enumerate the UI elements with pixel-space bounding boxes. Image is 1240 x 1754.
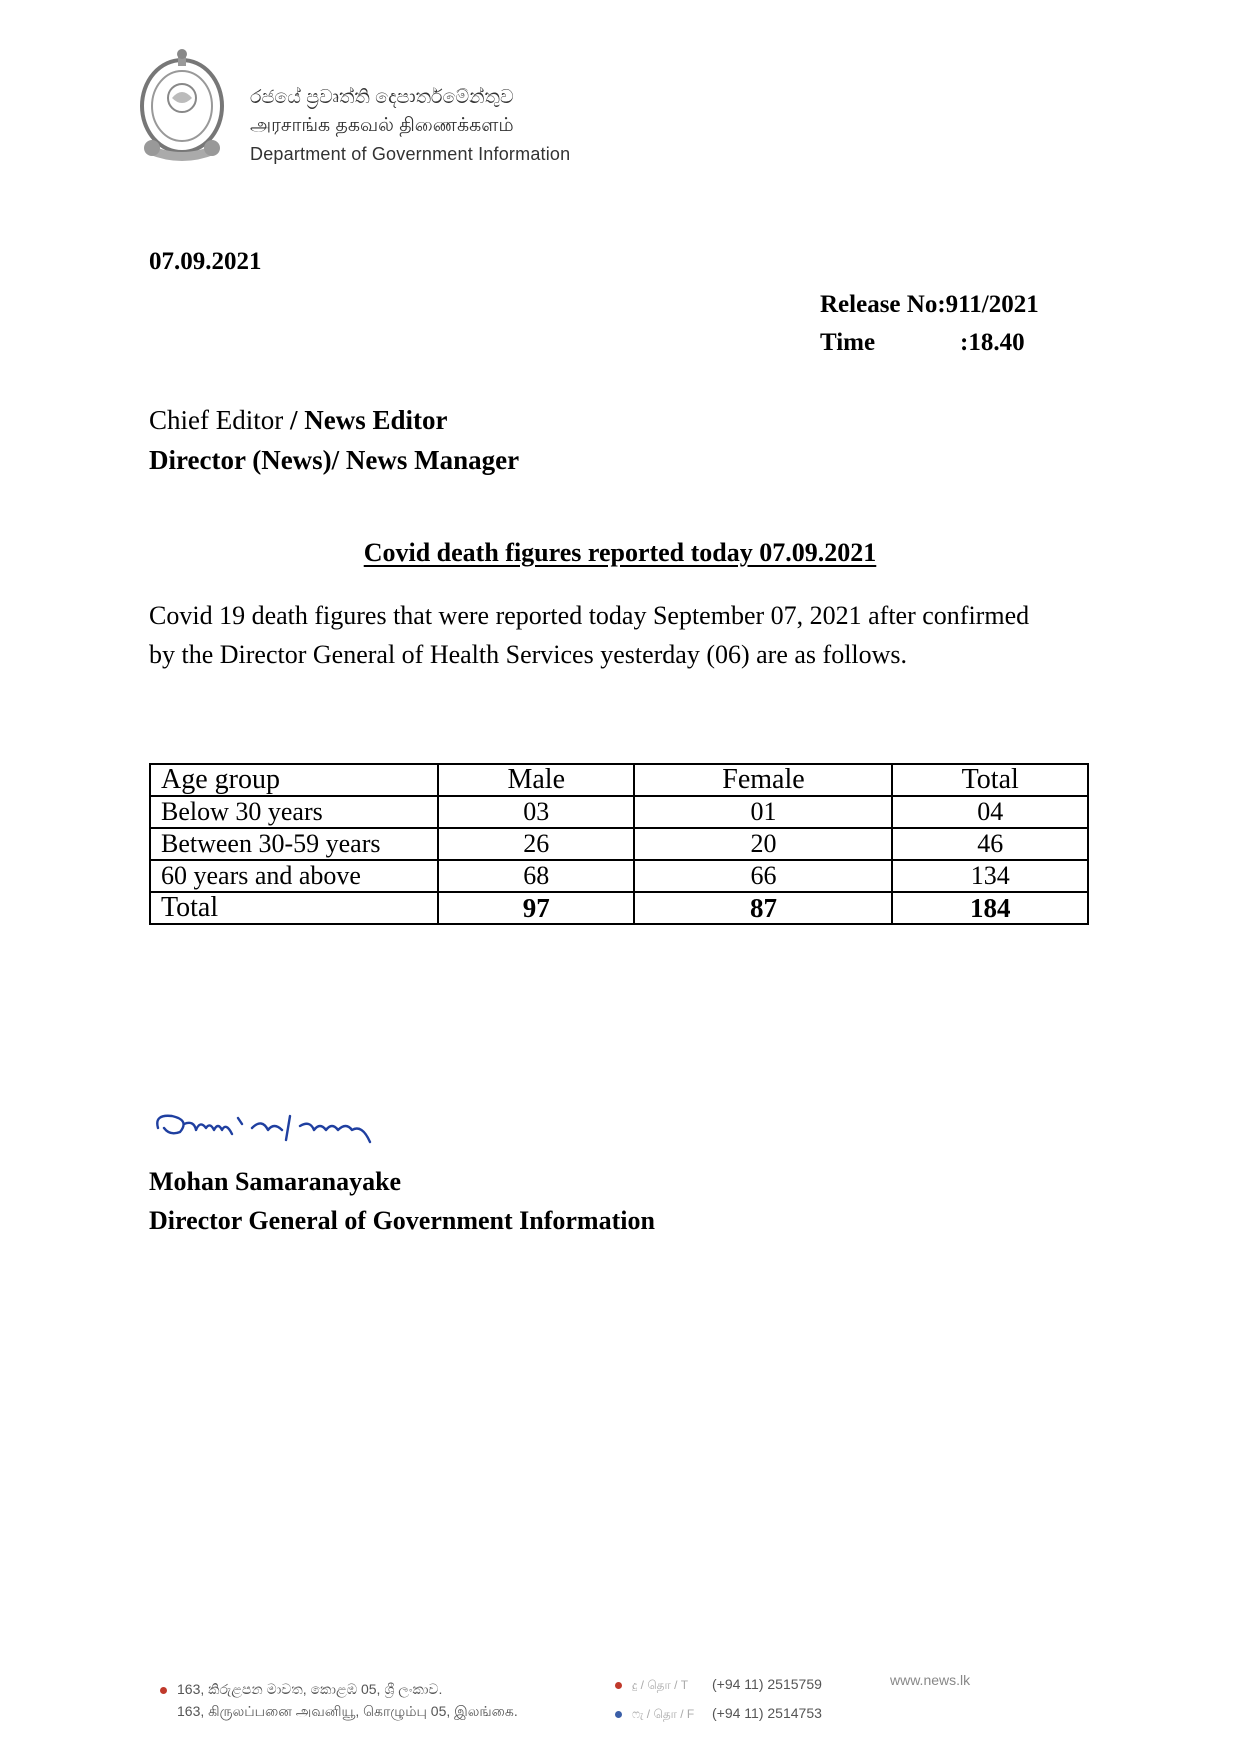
department-name-tamil: அரசாங்க தகவல் திணைக்களம் bbox=[250, 115, 514, 136]
cell-total: 04 bbox=[892, 796, 1088, 828]
phone-number: (+94 11) 2515759 bbox=[712, 1676, 822, 1692]
signer-name: Mohan Samaranayake bbox=[149, 1167, 402, 1196]
cell-male: 26 bbox=[438, 828, 634, 860]
header-age-group: Age group bbox=[150, 764, 438, 796]
footer-address-sinhala: 163, කිරුළපන මාවත, කොළඹ 05, ශ්‍රී ලංකාව. bbox=[177, 1681, 443, 1697]
table-row bbox=[150, 796, 1088, 828]
footer-website: www.news.lk bbox=[890, 1672, 971, 1688]
release-no-label: Release No: bbox=[820, 291, 946, 318]
header-male: Male bbox=[438, 764, 634, 796]
signer-title: Director General of Government Information bbox=[149, 1206, 655, 1235]
department-name-english: Department of Government Information bbox=[250, 144, 571, 164]
addressee-director: Director (News)/ News Manager bbox=[149, 445, 520, 475]
table-row bbox=[150, 860, 1088, 892]
cell-female: 20 bbox=[634, 828, 892, 860]
department-name bbox=[250, 84, 570, 168]
department-name-sinhala: රජයේ ප්‍රවෘත්ති දෙපාර්තමේන්තුව bbox=[250, 87, 514, 108]
bullet-icon bbox=[160, 1687, 167, 1694]
signature-icon bbox=[150, 1100, 440, 1160]
cell-age-group: Between 30-59 years bbox=[150, 828, 438, 860]
fax-number: (+94 11) 2514753 bbox=[712, 1705, 822, 1721]
footer-address bbox=[160, 1678, 518, 1722]
release-no-value: 911/2021 bbox=[945, 291, 1039, 318]
table-header-row bbox=[150, 764, 1088, 796]
table-total-row bbox=[150, 892, 1088, 924]
cell-male: 03 bbox=[438, 796, 634, 828]
cell-female: 66 bbox=[634, 860, 892, 892]
document-title-text: Covid death figures reported today 07.09.2021 bbox=[363, 538, 877, 567]
fax-label: ෆැ / தொ / F bbox=[632, 1707, 695, 1721]
addressee-news-editor: / News Editor bbox=[283, 405, 448, 435]
cell-female: 01 bbox=[634, 796, 892, 828]
cell-age-group: 60 years and above bbox=[150, 860, 438, 892]
time-value: :18.40 bbox=[960, 329, 1025, 356]
government-emblem-icon bbox=[134, 48, 230, 168]
cell-male: 68 bbox=[438, 860, 634, 892]
cell-total: 134 bbox=[892, 860, 1088, 892]
total-all: 184 bbox=[892, 892, 1088, 924]
header-total: Total bbox=[892, 764, 1088, 796]
signer-block bbox=[149, 1162, 655, 1240]
footer-phones bbox=[615, 1670, 822, 1728]
cell-age-group: Below 30 years bbox=[150, 796, 438, 828]
release-info bbox=[820, 286, 1039, 362]
time-label: Time bbox=[820, 329, 876, 356]
total-label: Total bbox=[150, 892, 438, 924]
footer-address-tamil: 163, கிருலப்பனை அவனியூ, கொழும்பு 05, இலங்கை. bbox=[177, 1703, 518, 1719]
addressee bbox=[149, 400, 519, 480]
total-female: 87 bbox=[634, 892, 892, 924]
death-figures-table bbox=[149, 763, 1089, 925]
document-title bbox=[0, 538, 1240, 568]
addressee-chief-editor: Chief Editor bbox=[149, 405, 284, 435]
phone-label: දු / தொ / T bbox=[632, 1678, 689, 1692]
bullet-icon bbox=[615, 1682, 622, 1689]
bullet-icon bbox=[615, 1711, 622, 1718]
total-male: 97 bbox=[438, 892, 634, 924]
cell-total: 46 bbox=[892, 828, 1088, 860]
table-row bbox=[150, 828, 1088, 860]
header-female: Female bbox=[634, 764, 892, 796]
document-date: 07.09.2021 bbox=[149, 248, 262, 275]
body-paragraph: Covid 19 death figures that were reported today September 07, 2021 after confirmed by the Director General of Health Services yesterday (06) are as follows. bbox=[149, 601, 1030, 669]
